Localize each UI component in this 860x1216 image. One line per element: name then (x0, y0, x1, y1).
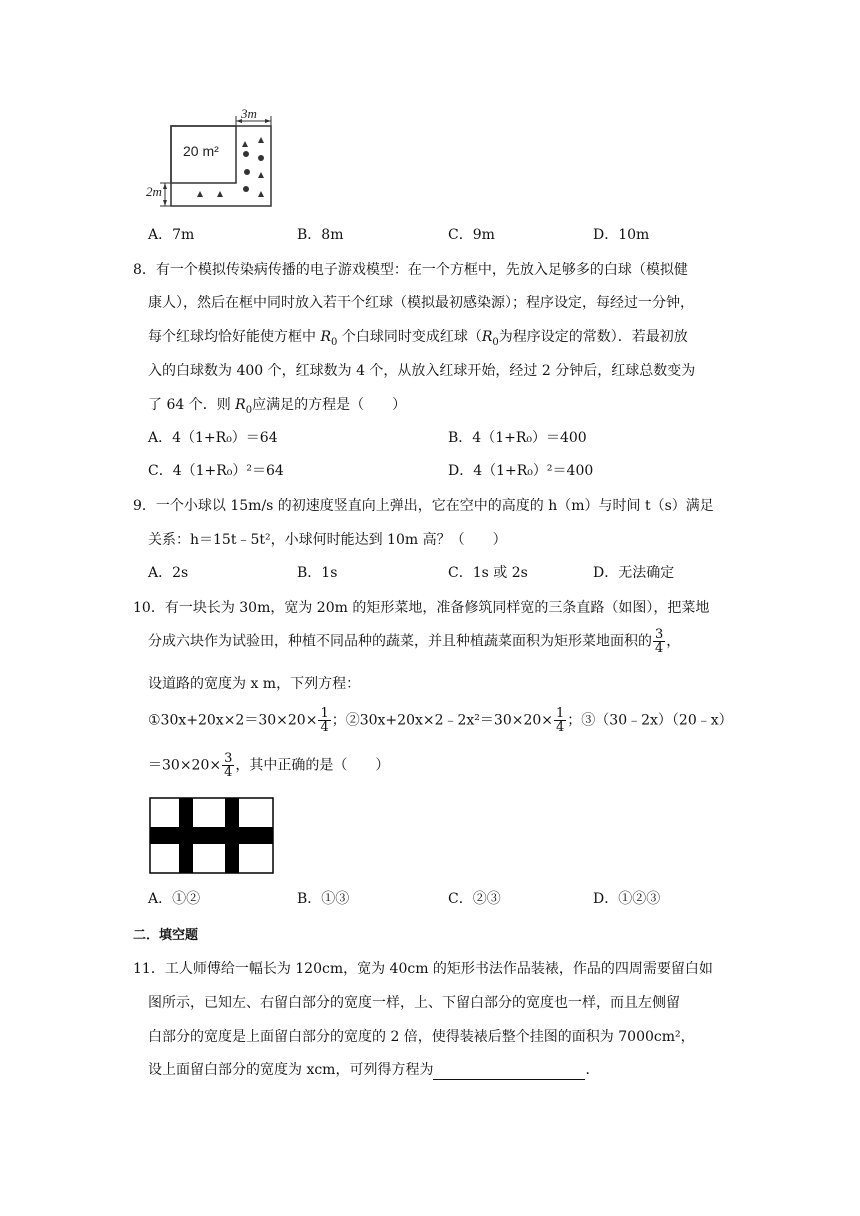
q10-option-a: A．①② (148, 891, 201, 907)
q7-option-a: A．7m (148, 227, 195, 243)
q11-line-4: 设上面留白部分的宽度为 xcm，可列得方程为 ． (148, 1062, 600, 1078)
fig-top-label: 3m (241, 106, 257, 121)
q10-option-d: D．①②③ (593, 891, 661, 907)
q9-line-1: 9．一个小球以 15m/s 的初速度竖直向上弹出，它在空中的高度的 h（m）与时间 t（s）满足 (133, 498, 714, 514)
q8-option-c: C．4（1+R₀）²＝64 (148, 463, 284, 479)
q8-option-d: D．4（1+R₀）²＝400 (448, 463, 594, 479)
q8-line-1: 8．有一个模拟传染病传播的电子游戏模型：在一个方框中，先放入足够多的白球（模拟健 (133, 262, 688, 278)
q8-line-2: 康人），然后在框中同时放入若干个红球（模拟最初感染源）；程序设定，每经过一分钟， (148, 295, 694, 311)
q10-line-1: 10．有一块长为 30m，宽为 20m 的矩形菜地，准备修筑同样宽的三条直路（如图），把菜地 (133, 600, 710, 616)
q8-option-b: B．4（1+R₀）＝400 (448, 430, 587, 446)
q11-line-2: 图所示，已知左、右留白部分的宽度一样，上、下留白部分的宽度也一样，而且左侧留 (148, 995, 680, 1011)
q10-line-5: ＝30×20× $\frac{3}{4}$ ，其中正确的是（ ） (148, 751, 390, 780)
q10-option-c: C．②③ (448, 891, 501, 907)
q8-line-5: 了 64 个．则 $R_0$应满足的方程是（ ） (148, 397, 407, 416)
fraction-3-4: $\frac{3}{4}$ (655, 627, 664, 656)
q9-option-a: A．2s (148, 565, 189, 581)
q9-line-2: 关系：h＝15t﹣5t²，小球何时能达到 10m 高？（ ） (148, 532, 507, 548)
section-heading: 二．填空题 (133, 928, 199, 943)
q7-option-c: C．9m (448, 227, 495, 243)
fraction-1-4: $\frac{1}{4}$ (320, 706, 329, 735)
garden-figure (143, 106, 293, 214)
fraction-3-4: $\frac{3}{4}$ (224, 751, 233, 780)
q9-option-c: C．1s 或 2s (448, 565, 528, 581)
q10-option-b: B．①③ (297, 891, 350, 907)
q8-line-3: 每个红球均恰好能使方框中 $R_0$ 个白球同时变成红球（$R_0$为程序设定的常数）．若最初放 (148, 329, 688, 348)
q11-line-1: 11．工人师傅给一幅长为 120cm，宽为 40cm 的矩形书法作品装裱，作品的四周需要留白如 (133, 961, 713, 977)
q10-line-3: 设道路的宽度为 x m，下列方程： (148, 676, 361, 692)
q7-option-d: D．10m (593, 227, 650, 243)
q10-equations: ①30x+20x×2＝30×20× $\frac{1}{4}$ ；②30x+20x×2﹣2x²＝30×20× $\frac{1}{4}$ ；③（30﹣2x）（20﹣x） (148, 706, 733, 735)
fig-area-label: 20 m² (183, 143, 219, 159)
q11-line-3: 白部分的宽度是上面留白部分的宽度的 2 倍，使得装裱后整个挂图的面积为 7000cm²， (148, 1029, 695, 1045)
fig-left-label: 2m (146, 184, 162, 199)
q10-line-2: 分成六块作为试验田，种植不同品种的蔬菜，并且种植蔬菜面积为矩形菜地面积的 $\frac{3}{4}$ ， (148, 627, 681, 656)
fraction-1-4: $\frac{1}{4}$ (556, 706, 565, 735)
answer-blank (433, 1065, 585, 1080)
q8-option-a: A．4（1+R₀）＝64 (148, 430, 278, 446)
q9-option-d: D．无法确定 (593, 565, 675, 581)
q9-option-b: B．1s (297, 565, 338, 581)
vegetable-field-figure (148, 796, 278, 878)
q7-option-b: B．8m (297, 227, 344, 243)
q8-line-4: 入的白球数为 400 个，红球数为 4 个，从放入红球开始，经过 2 分钟后，红球总数变为 (148, 363, 696, 379)
